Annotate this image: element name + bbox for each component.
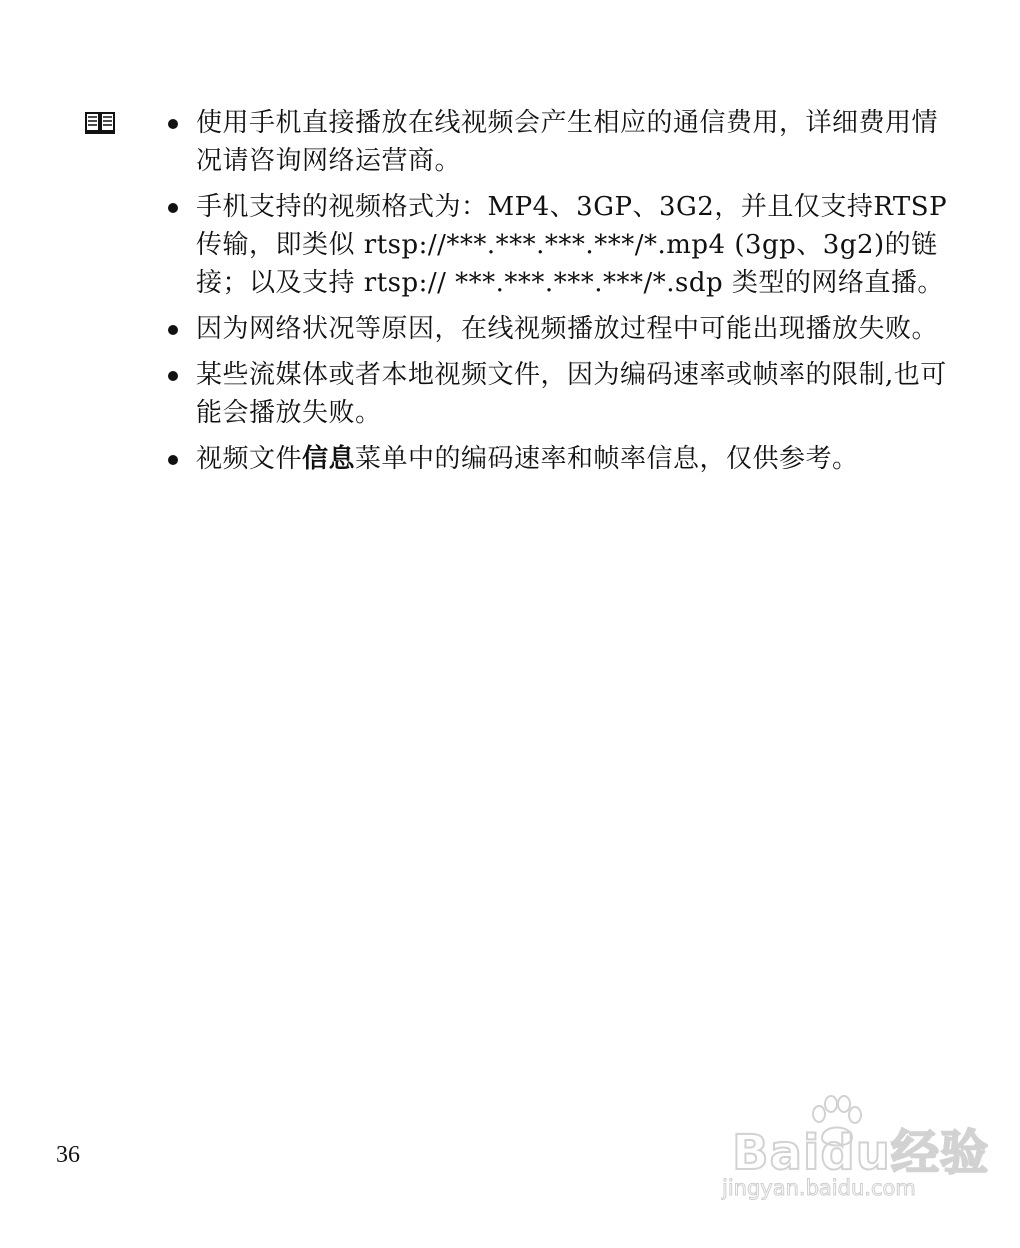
note-text-post: 菜单中的编码速率和帧率信息，仅供参考。 <box>355 444 859 474</box>
bullet-dot <box>168 203 178 213</box>
note-item <box>166 104 950 180</box>
note-text <box>196 444 859 474</box>
open-book-icon <box>84 109 116 135</box>
bullet-dot <box>168 371 178 381</box>
note-text: 因为网络状况等原因，在线视频播放过程中可能出现播放失败。 <box>196 314 939 344</box>
note-item <box>166 356 950 432</box>
bullet-dot <box>168 455 178 465</box>
note-item <box>166 440 950 478</box>
bullet-dot <box>168 119 178 129</box>
note-text-pre: 视频文件 <box>196 444 303 474</box>
baidu-watermark <box>718 1094 989 1206</box>
bullet-dot <box>168 325 178 335</box>
page-number: 36 <box>56 1142 80 1168</box>
info-menu-label: 信息 <box>302 444 356 474</box>
note-text: 手机支持的视频格式为：MP4、3GP、3G2，并且仅支持RTSP 传输，即类似 rtsp://***.***.***.***/*.mp4 (3gp、3g2)的链接；以及支持 rtsp:// ***.***.***.***/*.sdp 类型的网络直播。 <box>196 192 948 298</box>
notes-list <box>166 104 950 486</box>
watermark-brand: Baidu经验 <box>732 1125 989 1181</box>
watermark-url: jingyan.baidu.com <box>722 1176 916 1200</box>
note-item <box>166 310 950 348</box>
note-text: 某些流媒体或者本地视频文件，因为编码速率或帧率的限制,也可能会播放失败。 <box>196 360 947 428</box>
note-item <box>166 188 950 302</box>
note-text: 使用手机直接播放在线视频会产生相应的通信费用，详细费用情况请咨询网络运营商。 <box>196 108 939 176</box>
